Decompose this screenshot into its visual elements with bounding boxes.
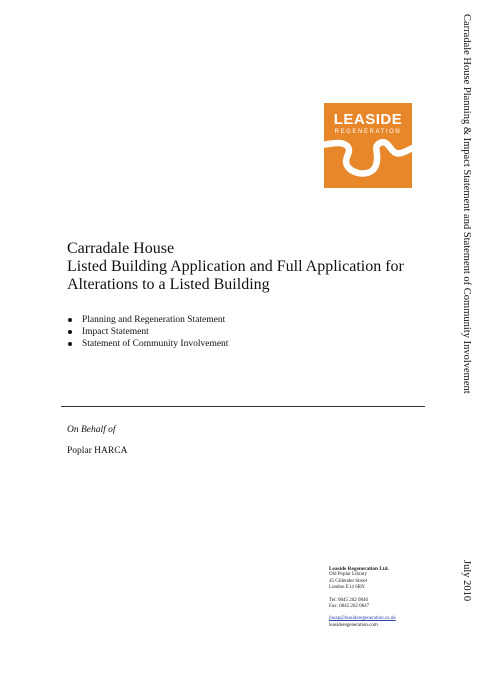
list-item	[67, 314, 228, 326]
email-link[interactable]: jhoap@leasideregeneration.co.uk	[329, 616, 396, 622]
logo-subtitle: REGENERATION	[334, 129, 402, 135]
fax: Fax: 0845 262 0847	[329, 604, 370, 610]
address-line-1: Old Poplar Library	[329, 572, 368, 578]
list-item-text: Statement of Community Involvement	[82, 339, 229, 349]
document-date: July 2010	[461, 560, 472, 602]
company-name: Leaside Regeneration Ltd.	[329, 566, 389, 572]
list-item	[67, 338, 228, 350]
address-line-2: 45 Gillender Street	[329, 578, 368, 584]
leaside-regeneration-logo	[324, 103, 412, 188]
document-title	[67, 240, 407, 294]
bullet-icon	[68, 330, 72, 334]
title-line-2: Listed Building Application and Full Application for	[67, 258, 404, 275]
on-behalf-label: On Behalf of	[67, 425, 116, 435]
list-item-text: Impact Statement	[82, 327, 149, 337]
company-address	[329, 566, 396, 629]
list-item-text: Planning and Regeneration Statement	[82, 315, 226, 325]
title-line-3: Alterations to a Listed Building	[67, 276, 270, 293]
list-item	[67, 326, 228, 338]
title-line-1: Carradale House	[67, 240, 175, 257]
contents-list	[67, 314, 228, 350]
logo-graphic	[324, 103, 412, 188]
telephone: Tel: 0845 262 0846	[329, 597, 368, 603]
logo-wordmark: LEASIDE	[333, 111, 403, 128]
bullet-icon	[68, 342, 72, 346]
client-name: Poplar HARCA	[67, 446, 128, 456]
horizontal-divider	[61, 406, 425, 407]
side-running-title: Carradale House Planning & Impact Statement and Statement of Community Involvement	[461, 14, 472, 394]
bullet-icon	[68, 318, 72, 322]
address-line-3: London E14 6RN	[329, 585, 365, 591]
website: leasideregeneration.com	[329, 622, 378, 628]
